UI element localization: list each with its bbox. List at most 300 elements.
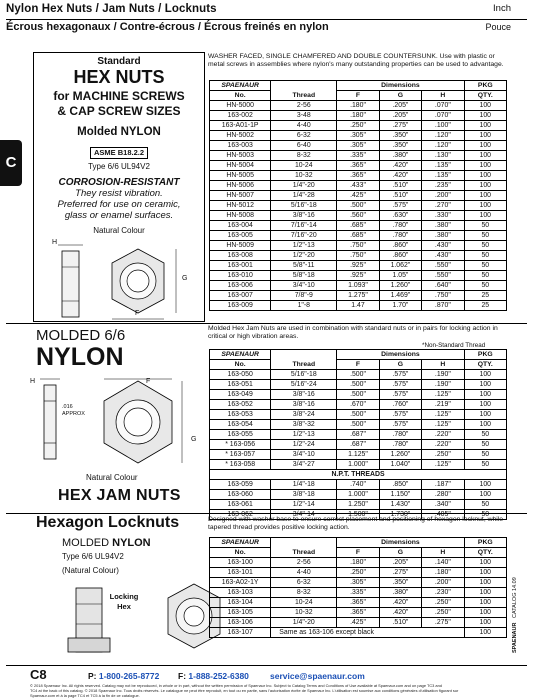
header-divider (6, 19, 527, 20)
table-cell: .780" (379, 440, 421, 450)
table-cell: .335" (337, 588, 379, 598)
hex-cap-line: & CAP SCREW SIZES (57, 104, 181, 118)
table-row (210, 101, 507, 111)
table-cell: 50 (464, 510, 506, 520)
table-cell: .420" (379, 171, 421, 181)
hex-natural-colour: Natural Colour (93, 226, 145, 235)
table-row (210, 301, 507, 311)
table-cell: 8-32 (271, 588, 337, 598)
table-row (210, 450, 507, 460)
table-cell: .420" (379, 608, 421, 618)
table-cell: .630" (379, 211, 421, 221)
table-cell: 5/8"-11 (271, 261, 337, 271)
table-cell: .135" (422, 171, 464, 181)
table-cell: .433" (337, 181, 379, 191)
table-cell: 10-32 (271, 171, 337, 181)
table-cell: 4-40 (271, 568, 337, 578)
table-cell: .560" (337, 211, 379, 221)
col-f: F (337, 91, 379, 101)
table-cell: .640" (422, 281, 464, 291)
table-cell: .120" (422, 141, 464, 151)
col-h: H (422, 91, 464, 101)
part-number-cell: 163-001 (210, 261, 271, 271)
table-cell: .187" (422, 480, 464, 490)
locknut-title: Hexagon Locknuts (36, 514, 180, 531)
table-row (210, 191, 507, 201)
part-number-cell: 163-103 (210, 588, 271, 598)
table-row (210, 500, 507, 510)
benefit-line-1: They resist vibration. (75, 188, 163, 199)
part-number-cell: 163-061 (210, 500, 271, 510)
table-cell: .250" (337, 568, 379, 578)
table-cell: 100 (464, 111, 506, 121)
part-number-cell: 163-009 (210, 301, 271, 311)
table-cell: .180" (337, 111, 379, 121)
table-cell: 1.150" (379, 490, 421, 500)
col-qty: QTY. (464, 91, 506, 101)
table-cell: 100 (464, 191, 506, 201)
part-number-cell: 163-006 (210, 281, 271, 291)
table-cell: .750" (422, 291, 464, 301)
table-cell: .125" (422, 460, 464, 470)
table-cell: .275" (422, 618, 464, 628)
part-number-cell: 163-104 (210, 598, 271, 608)
table-cell: 3/8"-16 (271, 400, 337, 410)
table-row (210, 181, 507, 191)
table-cell: 7/16"-20 (271, 231, 337, 241)
table-cell: 3/4"-10 (271, 450, 337, 460)
table-row (210, 221, 507, 231)
benefit-line-3: glass or enamel surfaces. (64, 210, 174, 221)
table-row (210, 420, 507, 430)
table-cell: 3/8"-32 (271, 420, 337, 430)
table-cell: 2-56 (271, 558, 337, 568)
table-cell: 50 (464, 281, 506, 291)
table-cell: 50 (464, 460, 506, 470)
table-row (210, 480, 507, 490)
table-row (210, 558, 507, 568)
table-cell: 1.730" (379, 510, 421, 520)
table-cell: .200" (422, 578, 464, 588)
table-cell: 5/8"-18 (271, 271, 337, 281)
table-cell: 1/2"-14 (271, 500, 337, 510)
table-cell: 1.500" (337, 510, 379, 520)
lock-natural-colour: (Natural Colour) (62, 566, 119, 575)
table-cell: 10-24 (271, 161, 337, 171)
table-cell: 50 (464, 221, 506, 231)
jam-approx-note: .016 APPROX (62, 404, 85, 417)
table-cell: 25 (464, 291, 506, 301)
table-cell: .180" (422, 568, 464, 578)
footer-divider (6, 665, 527, 666)
hex-dim-g: G (182, 275, 188, 282)
table-cell: .250" (422, 450, 464, 460)
lock-nylon-label: NYLON (112, 537, 151, 549)
table-cell: .220" (422, 430, 464, 440)
part-number-cell: 163-059 (210, 480, 271, 490)
table-cell: 3/4"-27 (271, 460, 337, 470)
locking-hex-label: Locking Hex (109, 592, 139, 611)
footer-email[interactable]: service@spaenaur.com (270, 671, 365, 681)
table-cell: .500" (337, 420, 379, 430)
part-number-cell: HN-5006 (210, 181, 271, 191)
table-cell: 1.000" (337, 490, 379, 500)
table-cell: .125" (422, 390, 464, 400)
col-pkg: PKG (464, 81, 506, 91)
table-cell: 1/4"-18 (271, 480, 337, 490)
table-cell: 10-24 (271, 598, 337, 608)
table-cell: 1.040" (379, 460, 421, 470)
non-standard-note: *Non-Standard Thread (422, 342, 486, 349)
part-number-cell: 163-A01-1P (210, 121, 271, 131)
part-number-cell: 163-005 (210, 231, 271, 241)
table-cell: .070" (422, 101, 464, 111)
corrosion-label: CORROSION-RESISTANT (58, 177, 180, 188)
col-thread: Thread (271, 91, 337, 101)
table-cell: .340" (422, 500, 464, 510)
benefit-line-2: Preferred for use on ceramic, (57, 199, 181, 210)
table-cell: .687" (337, 430, 379, 440)
table-cell: 1.430" (379, 500, 421, 510)
table-row (210, 460, 507, 470)
table-cell: .780" (379, 231, 421, 241)
part-number-cell: 163-101 (210, 568, 271, 578)
table-cell: .180" (337, 558, 379, 568)
table-cell: 50 (464, 440, 506, 450)
table-row (210, 261, 507, 271)
table-cell: .670" (337, 400, 379, 410)
table-row (210, 618, 507, 628)
table-cell: 100 (464, 211, 506, 221)
table-cell: 5/16"-24 (271, 380, 337, 390)
section-tab: C (0, 140, 22, 186)
part-number-cell: 163-007 (210, 291, 271, 301)
table-cell: .750" (337, 241, 379, 251)
table-row (210, 141, 507, 151)
part-number-cell: 163-002 (210, 111, 271, 121)
table-cell: .335" (337, 151, 379, 161)
table-cell: 50 (464, 271, 506, 281)
table-cell: .510" (379, 181, 421, 191)
table-cell: 100 (464, 490, 506, 500)
table-cell: .750" (337, 251, 379, 261)
table-row (210, 281, 507, 291)
table-cell: 100 (464, 420, 506, 430)
table-cell: 1.70" (379, 301, 421, 311)
jam-dim-h: H (30, 378, 36, 385)
hex-dim-f: F (135, 310, 140, 317)
table-cell: .250" (337, 121, 379, 131)
table-cell: 100 (464, 201, 506, 211)
table-cell: .305" (337, 578, 379, 588)
table-cell: .280" (422, 490, 464, 500)
table-cell: .230" (422, 588, 464, 598)
table-cell: 1/2"-13 (271, 241, 337, 251)
table-cell: .575" (379, 390, 421, 400)
table-cell: 50 (464, 261, 506, 271)
table-cell: .350" (379, 141, 421, 151)
npt-label: N.P.T. THREADS (210, 470, 507, 480)
table-row (210, 151, 507, 161)
table-cell: .125" (422, 420, 464, 430)
table-cell: .500" (337, 201, 379, 211)
part-number-cell: 163-062 (210, 510, 271, 520)
table-cell: 50 (464, 430, 506, 440)
part-number-cell: * 163-056 (210, 440, 271, 450)
table-row (210, 568, 507, 578)
table-cell: .425" (337, 191, 379, 201)
table-cell: .575" (379, 370, 421, 380)
table-cell: .550" (422, 271, 464, 281)
unit-label-en: Inch (493, 3, 511, 14)
table-cell: .205" (379, 101, 421, 111)
table-cell: .305" (337, 131, 379, 141)
table-cell: .925" (337, 261, 379, 271)
table-cell: 25 (464, 301, 506, 311)
table-cell: 3/8"-16 (271, 390, 337, 400)
part-number-cell: 163-010 (210, 271, 271, 281)
part-number-cell: HN-5004 (210, 161, 271, 171)
part-number-cell: 163-052 (210, 400, 271, 410)
part-number-cell: 163-060 (210, 490, 271, 500)
table-cell: 7/8"-9 (271, 291, 337, 301)
table-cell: 100 (464, 618, 506, 628)
table-cell: 3/4"-14 (271, 510, 337, 520)
table-cell: .685" (337, 221, 379, 231)
table-cell: .180" (337, 101, 379, 111)
jam-molded-label: MOLDED 6/6 (36, 327, 126, 344)
table-cell: 1/4"-28 (271, 191, 337, 201)
table-row (210, 380, 507, 390)
table-cell: 50 (464, 251, 506, 261)
table-cell: 100 (464, 410, 506, 420)
unit-label-fr: Pouce (485, 22, 511, 32)
table-cell: .380" (422, 231, 464, 241)
table-cell: .219" (422, 400, 464, 410)
table-cell: .365" (337, 161, 379, 171)
hex-type-label: Type 6/6 UL94V2 (88, 162, 150, 171)
table-cell: 1"-8 (271, 301, 337, 311)
part-number-cell: 163-003 (210, 141, 271, 151)
table-cell: 10-32 (271, 608, 337, 618)
table-cell: .740" (337, 480, 379, 490)
table-cell: 6-32 (271, 131, 337, 141)
jam-nylon-label: NYLON (36, 343, 124, 371)
table-row (210, 598, 507, 608)
lock-description: Designed with washer base to ensure correct placement and positioning of hexagon locknut, while tapered thread provides positive locking action. (208, 516, 504, 532)
table-cell: .130" (422, 151, 464, 161)
table-cell: 100 (464, 141, 506, 151)
part-number-cell: HN-5007 (210, 191, 271, 201)
brand-side-label: SPAENAUR (512, 622, 518, 653)
table-cell: 100 (464, 131, 506, 141)
table-cell: 5/16"-18 (271, 370, 337, 380)
table-cell: .575" (379, 410, 421, 420)
table-row (210, 131, 507, 141)
table-cell: 1/4"-20 (271, 181, 337, 191)
table-cell: .860" (379, 241, 421, 251)
table-row (210, 271, 507, 281)
table-cell: .430" (422, 241, 464, 251)
col-dimensions: Dimensions (337, 81, 464, 91)
table-cell: 6-40 (271, 141, 337, 151)
table-row (210, 440, 507, 450)
table-row (210, 588, 507, 598)
table-row (210, 161, 507, 171)
part-number-cell: 163-004 (210, 221, 271, 231)
part-number-cell: 163-049 (210, 390, 271, 400)
jam-dim-f: F (146, 378, 151, 385)
hex-description: WASHER FACED, SINGLE CHAMFERED AND DOUBLE COUNTERSUNK. Use with plastic or metal screws in assemblies where nylon's many outstanding properties can be used to advantage. (208, 53, 504, 69)
table-cell: 1.062" (379, 261, 421, 271)
table-cell: 100 (464, 171, 506, 181)
hex-standard-label: Standard (97, 56, 141, 67)
table-cell: 50 (464, 231, 506, 241)
table-cell: .780" (379, 221, 421, 231)
col-no: No. (210, 91, 271, 101)
table-cell: 100 (464, 608, 506, 618)
hex-molded-label: Molded NYLON (77, 126, 161, 138)
table-cell: .685" (337, 231, 379, 241)
table-cell: .380" (379, 151, 421, 161)
table-row (210, 400, 507, 410)
lock-molded-label: MOLDED NYLON (62, 537, 151, 549)
hex-dim-h: H (52, 239, 58, 246)
asme-badge: ASME B18.2.2 (90, 147, 148, 159)
table-cell: .190" (422, 380, 464, 390)
part-number-cell: * 163-057 (210, 450, 271, 460)
part-number-cell: 163-A02-1Y (210, 578, 271, 588)
jam-nuts-table: SPAENAUR Dimensions PKG No. Thread F G H QTY. 163-050 5/16"-18 .500" .575" .190" 100 163-051 5/16"-24 .500" .575" .190" 100 163-049 3/8"-16 .500" .575" .125" 100 163-052 3/8"-16 .670" .760" .219" 100 163-053 3/8"-24 .500" .575" .125" 100 163-054 3/8"-32 .500" .575" .125" 100 163-055 1/2"-13 .687" .780" .220" 50 * 163-056 1/2"-24 .687" .780" .220" 50 * 163-057 3/4"-10 1.125" 1.260" .250" 50 * 163-058 3/4"-27 1.000" 1.040" .125" 50 N.P.T. THREADS 163-059 1/4"-18 .740" .850" .187" 100 163-060 3/8"-18 1.000" 1.150" .280" 100 163-061 1/2"-14 1.250" 1.430" .340" 50 163-062 3/4"-14 1.500" 1.730" .405" 50 (209, 349, 507, 520)
table-cell: 2-56 (271, 101, 337, 111)
table-cell: 4-40 (271, 121, 337, 131)
table-cell: .365" (337, 608, 379, 618)
table-row (210, 171, 507, 181)
table-cell: 1.250" (337, 500, 379, 510)
table-cell: .350" (379, 131, 421, 141)
table-cell: .575" (379, 420, 421, 430)
table-cell: .380" (422, 221, 464, 231)
table-cell: 1.275" (337, 291, 379, 301)
table-cell: 7/16"-14 (271, 221, 337, 231)
jam-nuts-title: HEX JAM NUTS (58, 487, 181, 504)
part-number-cell: HN-5005 (210, 171, 271, 181)
footer-phone: P: 1-800-265-8772 (88, 671, 160, 681)
table-cell: .125" (422, 410, 464, 420)
table-cell: .850" (379, 480, 421, 490)
page-number: C8 (30, 667, 47, 682)
part-number-cell: 163-106 (210, 618, 271, 628)
locknut-diagram (44, 578, 224, 660)
table-cell: 50 (464, 450, 506, 460)
table-cell: 1.469" (379, 291, 421, 301)
table-cell: .430" (422, 251, 464, 261)
table-cell: 1.093" (337, 281, 379, 291)
table-cell: 1/2"-20 (271, 251, 337, 261)
table-cell: 100 (464, 370, 506, 380)
table-cell: 1.05" (379, 271, 421, 281)
legal-line-2: TC4 at the back of this catalog. © 2018 Spaenaur Inc. Tous droits réservés. Le catalogue ne peut être reproduit, en tout ou en partie, sans l'autorisation écrite de Spaenaur Inc. L'utilisation est soumise aux conditions générales d'utilisation figurant sur (30, 689, 459, 693)
table-cell: 100 (464, 400, 506, 410)
part-number-cell: 163-054 (210, 420, 271, 430)
table-cell: .100" (422, 121, 464, 131)
table-cell: 100 (464, 390, 506, 400)
table-cell: 8-32 (271, 151, 337, 161)
table-cell: 100 (464, 588, 506, 598)
table-cell: 1/2"-24 (271, 440, 337, 450)
table-cell: .575" (379, 380, 421, 390)
table-cell: 5/16"-18 (271, 201, 337, 211)
jam-natural-colour: Natural Colour (86, 473, 138, 482)
lock-type-label: Type 6/6 UL94V2 (62, 552, 124, 561)
col-brand: SPAENAUR (210, 81, 271, 91)
part-number-cell: HN-5003 (210, 151, 271, 161)
table-cell: .860" (379, 251, 421, 261)
table-cell: .270" (422, 201, 464, 211)
table-cell: .250" (422, 608, 464, 618)
table-cell: .330" (422, 211, 464, 221)
table-cell: 100 (464, 151, 506, 161)
part-number-cell: HN-5000 (210, 101, 271, 111)
legal-line-3: Spaenaur.com et à la page TC4 et TC5 à la fin de ce catalogue. (30, 694, 140, 698)
table-cell: 3-48 (271, 111, 337, 121)
table-cell: 1.000" (337, 460, 379, 470)
hex-nut-diagram (38, 237, 198, 321)
table-cell: 100 (464, 181, 506, 191)
table-cell: .365" (337, 598, 379, 608)
table-cell: 50 (464, 500, 506, 510)
table-cell: 3/8"-24 (271, 410, 337, 420)
jam-nut-diagram (26, 373, 204, 465)
table-row (210, 111, 507, 121)
part-number-cell: HN-5002 (210, 131, 271, 141)
part-number-cell: * 163-058 (210, 460, 271, 470)
table-cell: .190" (422, 370, 464, 380)
table-row (210, 410, 507, 420)
table-cell: 1/2"-13 (271, 430, 337, 440)
table-cell: .365" (337, 171, 379, 181)
part-number-cell: HN-5009 (210, 241, 271, 251)
part-number-cell: 163-100 (210, 558, 271, 568)
table-cell: .275" (379, 568, 421, 578)
table-cell: .925" (337, 271, 379, 281)
npt-header-row (210, 470, 507, 480)
table-cell: .135" (422, 161, 464, 171)
table-cell: 1.125" (337, 450, 379, 460)
table-cell: .500" (337, 410, 379, 420)
table-cell: .275" (379, 121, 421, 131)
table-cell: .510" (379, 618, 421, 628)
table-cell: 1/4"-20 (271, 618, 337, 628)
table-cell: 3/8"-18 (271, 490, 337, 500)
table-cell: 3/4"-10 (271, 281, 337, 291)
table-row (210, 241, 507, 251)
table-cell: .760" (379, 400, 421, 410)
table-row (210, 578, 507, 588)
table-row (210, 201, 507, 211)
table-cell: .380" (379, 588, 421, 598)
table-cell: .070" (422, 111, 464, 121)
hex-nuts-table (209, 80, 507, 311)
table-cell: 100 (464, 161, 506, 171)
hex-nuts-title: HEX NUTS (73, 67, 165, 87)
table-row (210, 291, 507, 301)
table-cell: 100 (464, 101, 506, 111)
hex-nuts-info-panel (33, 52, 205, 322)
table-row (210, 370, 507, 380)
page-title-fr: Écrous hexagonaux / Contre-écrous / Écrous freinés en nylon (6, 21, 329, 33)
table-cell: .140" (422, 558, 464, 568)
